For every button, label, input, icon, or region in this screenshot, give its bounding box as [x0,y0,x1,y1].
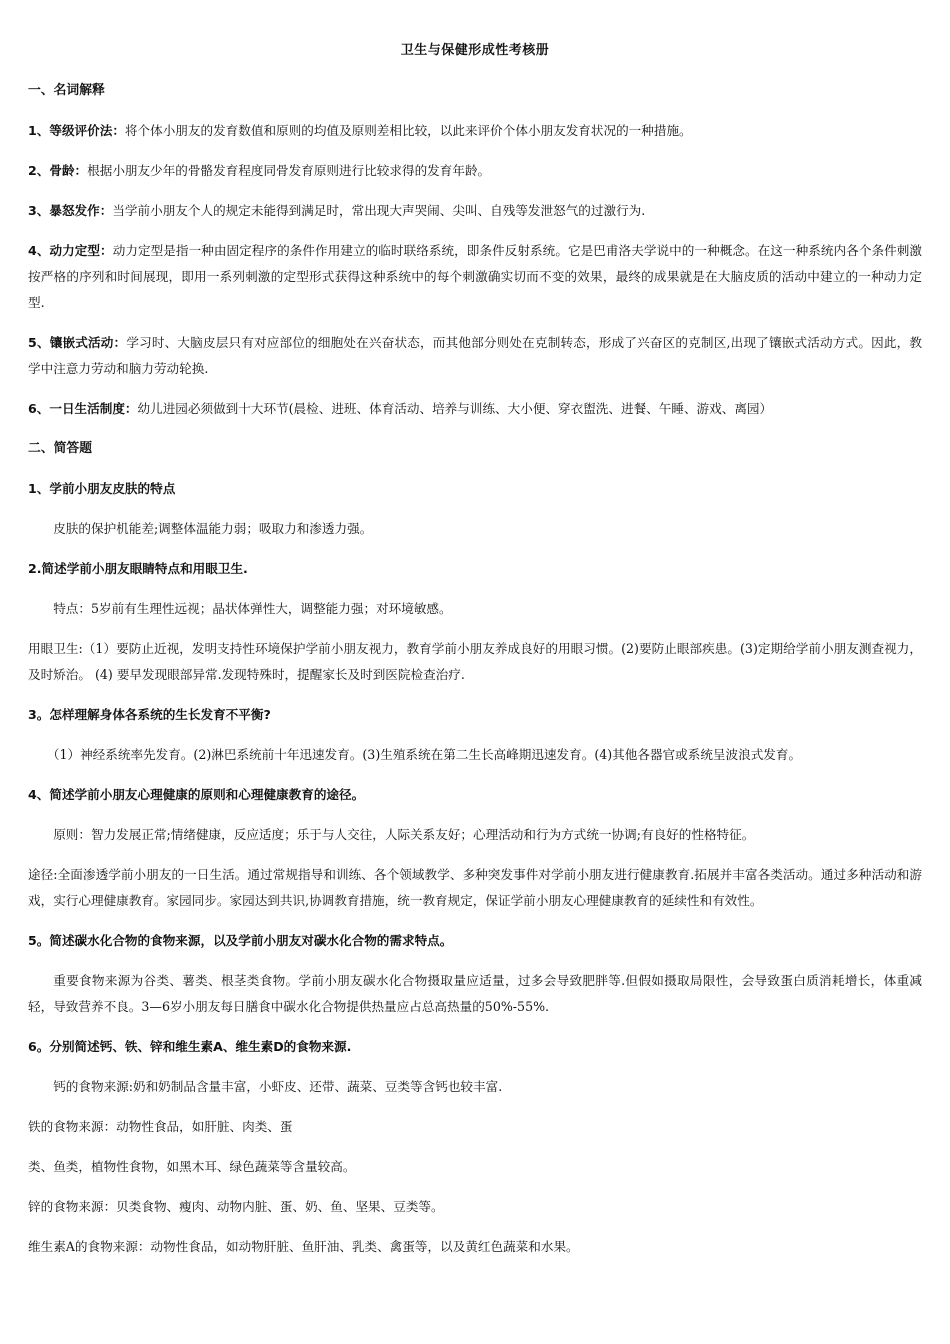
definition-term: 5、镶嵌式活动： [28,335,127,350]
definition-item [28,118,922,144]
section-heading-definitions: 一、名词解释 [28,83,105,98]
answer-4-principles: 原则：智力发展正常;情绪健康，反应适度；乐于与人交往，人际关系友好；心理活动和行为方式统一协调;有良好的性格特征。 [53,827,755,842]
definition-term: 6、一日生活制度： [28,401,138,416]
definition-text: 将个体小朋友的发育数值和原则的均值及原则差相比较，以此来评价个体小朋友发育状况的一种措施。 [124,123,692,138]
definition-term: 1、等级评价法： [28,123,125,138]
document-title: 卫生与保健形成性考核册 [400,43,550,58]
definition-item [28,396,922,422]
definition-text: 根据小朋友少年的骨骼发育程度同骨发育原则进行比较求得的发育年龄。 [87,163,491,178]
definition-item [28,198,922,224]
answer-3: （1）神经系统率先发育。(2)淋巴系统前十年迅速发育。(3)生殖系统在第二生长高峰期迅速发育。(4)其他各器官或系统呈波浪式发育。 [46,747,802,762]
question-6: 6。分别简述钙、铁、锌和维生素A、维生素D的食物来源. [28,1039,352,1054]
answer-2-features: 特点：5岁前有生理性远视；晶状体弹性大，调整能力强；对环境敏感。 [53,601,452,616]
definition-term: 4、动力定型： [28,243,113,258]
question-1: 1、学前小朋友皮肤的特点 [28,481,176,496]
answer-6-vitamin-a: 维生素A的食物来源：动物性食品，如动物肝脏、鱼肝油、乳类、禽蛋等，以及黄红色蔬菜和水果。 [28,1239,579,1254]
answer-4-approaches: 途径:全面渗透学前小朋友的一日生活。通过常规指导和训练、各个领域教学、多种突发事件对学前小朋友进行健康教育.拓展并丰富各类活动。通过多种活动和游戏，实行心理健康教育。家园同步。家园达到共识,协调教育措施，统一教育规定，保证学前小朋友心理健康教育的延续性和有效性。 [28,867,922,908]
answer-6-zinc: 锌的食物来源：贝类食物、瘦肉、动物内脏、蛋、奶、鱼、坚果、豆类等。 [28,1199,444,1214]
definition-text: 动力定型是指一种由固定程序的条件作用建立的临时联络系统，即条件反射系统。它是巴甫洛夫学说中的一种概念。在这一种系统内各个条件刺激按严格的序列和时间展现，即用一系列刺激的定型形式获得这种系统中的每个刺激确实切而不变的效果，最终的成果就是在大脑皮质的活动中建立的一种动力定型. [28,243,923,310]
answer-6-calcium: 钙的食物来源:奶和奶制品含量丰富，小虾皮、还带、蔬菜、豆类等含钙也较丰富. [53,1079,503,1094]
definition-term: 3、暴怒发作： [28,203,113,218]
definition-term: 2、骨龄： [28,163,88,178]
section-heading-short-answer: 二、简答题 [28,441,92,456]
definition-text: 当学前小朋友个人的规定未能得到满足时，常出现大声哭闹、尖叫、自残等发泄怒气的过激行为. [112,203,646,218]
definition-item [28,330,922,382]
answer-1: 皮肤的保护机能差;调整体温能力弱；吸取力和渗透力强。 [53,521,373,536]
answer-5: 重要食物来源为谷类、薯类、根茎类食物。学前小朋友碳水化合物摄取量应适量，过多会导致肥胖等.但假如摄取局限性，会导致蛋白质消耗增长，体重减轻，导致营养不良。3—6岁小朋友每日膳食中碳水化合物提供热量应占总高热量的50%-55%. [28,973,922,1014]
definition-text: 学习时、大脑皮层只有对应部位的细胞处在兴奋状态，而其他部分则处在克制转态，形成了兴奋区的克制区,出现了镶嵌式活动方式。因此，教学中注意力劳动和脑力劳动轮换. [28,335,922,376]
answer-6-iron-line2: 类、鱼类，植物性食物，如黑木耳、绿色蔬菜等含量较高。 [28,1159,356,1174]
question-4: 4、简述学前小朋友心理健康的原则和心理健康教育的途径。 [28,787,365,802]
definition-item [28,158,922,184]
definition-item [28,238,922,316]
question-5: 5。简述碳水化合物的食物来源，以及学前小朋友对碳水化合物的需求特点。 [28,933,453,948]
answer-2-eye-hygiene: 用眼卫生:（1）要防止近视，发明支持性环境保护学前小朋友视力，教育学前小朋友养成良好的用眼习惯。(2)要防止眼部疾患。(3)定期给学前小朋友测查视力，及时矫治。 (4) 要早发现眼部异常.发现特殊时，提醒家长及时到医院检查治疗. [28,641,922,682]
definition-text: 幼儿进园必须做到十大环节(晨检、进班、体育活动、培养与训练、大小便、穿衣盥洗、进餐、午睡、游戏、离园） [137,401,773,416]
question-3: 3。怎样理解身体各系统的生长发育不平衡? [28,707,271,722]
question-2: 2.简述学前小朋友眼睛特点和用眼卫生. [28,561,248,576]
answer-6-iron-line1: 铁的食物来源：动物性食品，如肝脏、肉类、蛋 [28,1119,293,1134]
